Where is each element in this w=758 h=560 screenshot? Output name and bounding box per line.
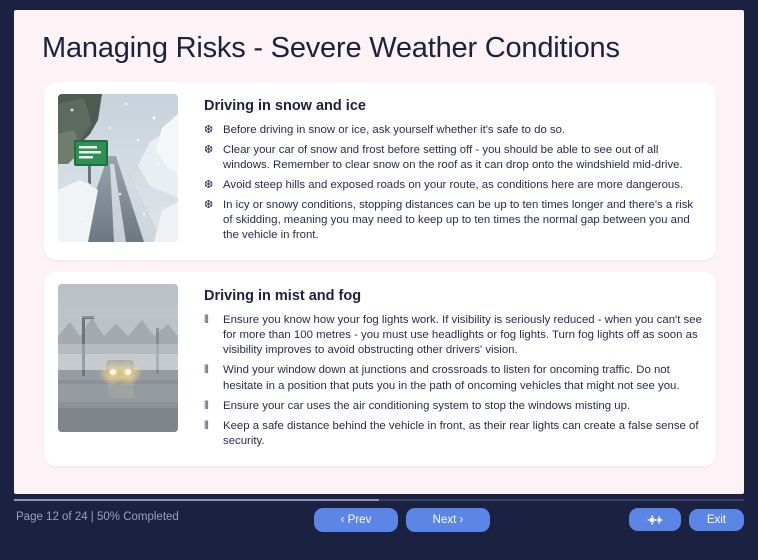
bullet-list	[204, 313, 702, 448]
list-item	[204, 363, 702, 393]
list-item	[204, 178, 702, 193]
card-body	[178, 284, 702, 453]
card-title: Driving in snow and ice	[204, 98, 366, 114]
foggy-road-photo	[58, 284, 178, 432]
list-item-text: Ensure your car uses the air conditioning system to stop the windows misting up.	[223, 399, 631, 412]
bars-bullet-icon: ⦀	[204, 314, 209, 327]
list-item-text: Keep a safe distance behind the vehicle in front, as their rear lights can create a false sense of security.	[223, 419, 699, 447]
list-item-text: Avoid steep hills and exposed roads on your route, as conditions here are more dangerous.	[223, 179, 684, 192]
exit-button[interactable]: Exit	[689, 509, 744, 531]
list-item	[204, 419, 702, 449]
card-body	[178, 94, 702, 248]
list-item-text: Ensure you know how your fog lights work. If visibility is seriously reduced - when you can't see for more than 100 metres - you must use headlights or fog lights. Turn fog lights off as soon as visibility improves to avoid obstructing other drivers' vision.	[223, 314, 702, 357]
bullet-list	[204, 123, 702, 243]
snowflake-bullet-icon: ❆	[204, 199, 214, 212]
navigation-controls	[314, 508, 490, 532]
snowflake-bullet-icon: ❆	[204, 144, 214, 157]
card-title: Driving in mist and fog	[204, 288, 362, 305]
bars-bullet-icon: ⦀	[204, 419, 209, 432]
page-status-text: Page 12 of 24 | 50% Completed	[16, 511, 179, 523]
snowflake-bullet-icon: ❆	[204, 124, 214, 136]
card-snow-and-ice	[44, 82, 716, 260]
prev-button[interactable]: ‹ Prev	[314, 508, 398, 532]
gear-icon[interactable]	[629, 508, 681, 531]
progress-bar-fill	[14, 499, 379, 501]
list-item-text: Before driving in snow or ice, ask yourself whether it's safe to do so.	[223, 124, 566, 136]
content-cards	[44, 82, 716, 478]
next-button[interactable]: Next ›	[406, 508, 490, 532]
utility-controls	[629, 508, 744, 531]
list-item	[204, 399, 702, 414]
list-item	[204, 143, 702, 173]
page-title: Managing Risks - Severe Weather Conditions	[42, 32, 620, 64]
list-item-text: In icy or snowy conditions, stopping distances can be up to ten times longer and there's a risk of skidding, meaning you may need to keep up to ten times the normal gap between you and the vehicle in front.	[223, 199, 694, 242]
list-item-text: Clear your car of snow and frost before setting off - you should be able to see out of all windows. Remember to clear snow on the roof as it can drop onto the windshield mid-drive.	[223, 144, 683, 172]
bars-bullet-icon: ⦀	[204, 364, 209, 377]
list-item-text: Wind your window down at junctions and crossroads to listen for oncoming traffic. Do not hesitate in a position that puts you in the path of oncoming vehicles that might not see you.	[223, 364, 680, 392]
slide-canvas	[14, 10, 744, 494]
list-item	[204, 313, 702, 358]
list-item	[204, 123, 702, 138]
snowflake-bullet-icon: ❆	[204, 179, 214, 192]
snowy-road-photo	[58, 94, 178, 242]
card-mist-and-fog	[44, 272, 716, 465]
list-item	[204, 198, 702, 243]
bars-bullet-icon: ⦀	[204, 399, 209, 412]
